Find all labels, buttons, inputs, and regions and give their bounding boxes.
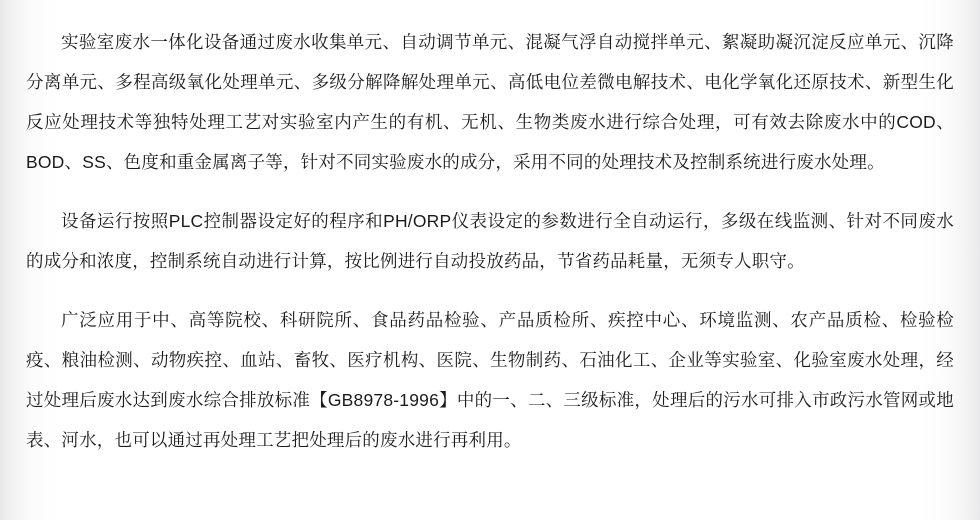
paragraph-equipment-process: 实验室废水一体化设备通过废水收集单元、自动调节单元、混凝气浮自动搅拌单元、絮凝助凝沉淀反应单元、沉降分离单元、多程高级氧化处理单元、多级分解降解处理单元、高低电位差微电解技术、电化学氧化还原技术、新型生化反应处理技术等独特处理工艺对实验室内产生的有机、无机、生物类废水进行综合处理，可有效去除废水中的COD、BOD、SS、色度和重金属离子等，针对不同实验废水的成分，采用不同的处理技术及控制系统进行废水处理。 <box>26 32 954 172</box>
paragraph-plc-operation: 设备运行按照PLC控制器设定好的程序和PH/ORP仪表设定的参数进行全自动运行，多级在线监测、针对不同废水的成分和浓度，控制系统自动进行计算，按比例进行自动投放药品，节省药品耗量，无须专人职守。 <box>26 211 954 271</box>
paragraph-applications: 广泛应用于中、高等院校、科研院所、食品药品检验、产品质检所、疾控中心、环境监测、农产品质检、检验检疫、粮油检测、动物疾控、血站、畜牧、医疗机构、医院、生物制药、石油化工、企业等实验室、化验室废水处理，经过处理后废水达到废水综合排放标准【GB8978-1996】中的一、二、三级标准，处理后的污水可排入市政污水管网或地表、河水，也可以通过再处理工艺把处理后的废水进行再利用。 <box>26 310 954 450</box>
document-body <box>26 22 954 460</box>
